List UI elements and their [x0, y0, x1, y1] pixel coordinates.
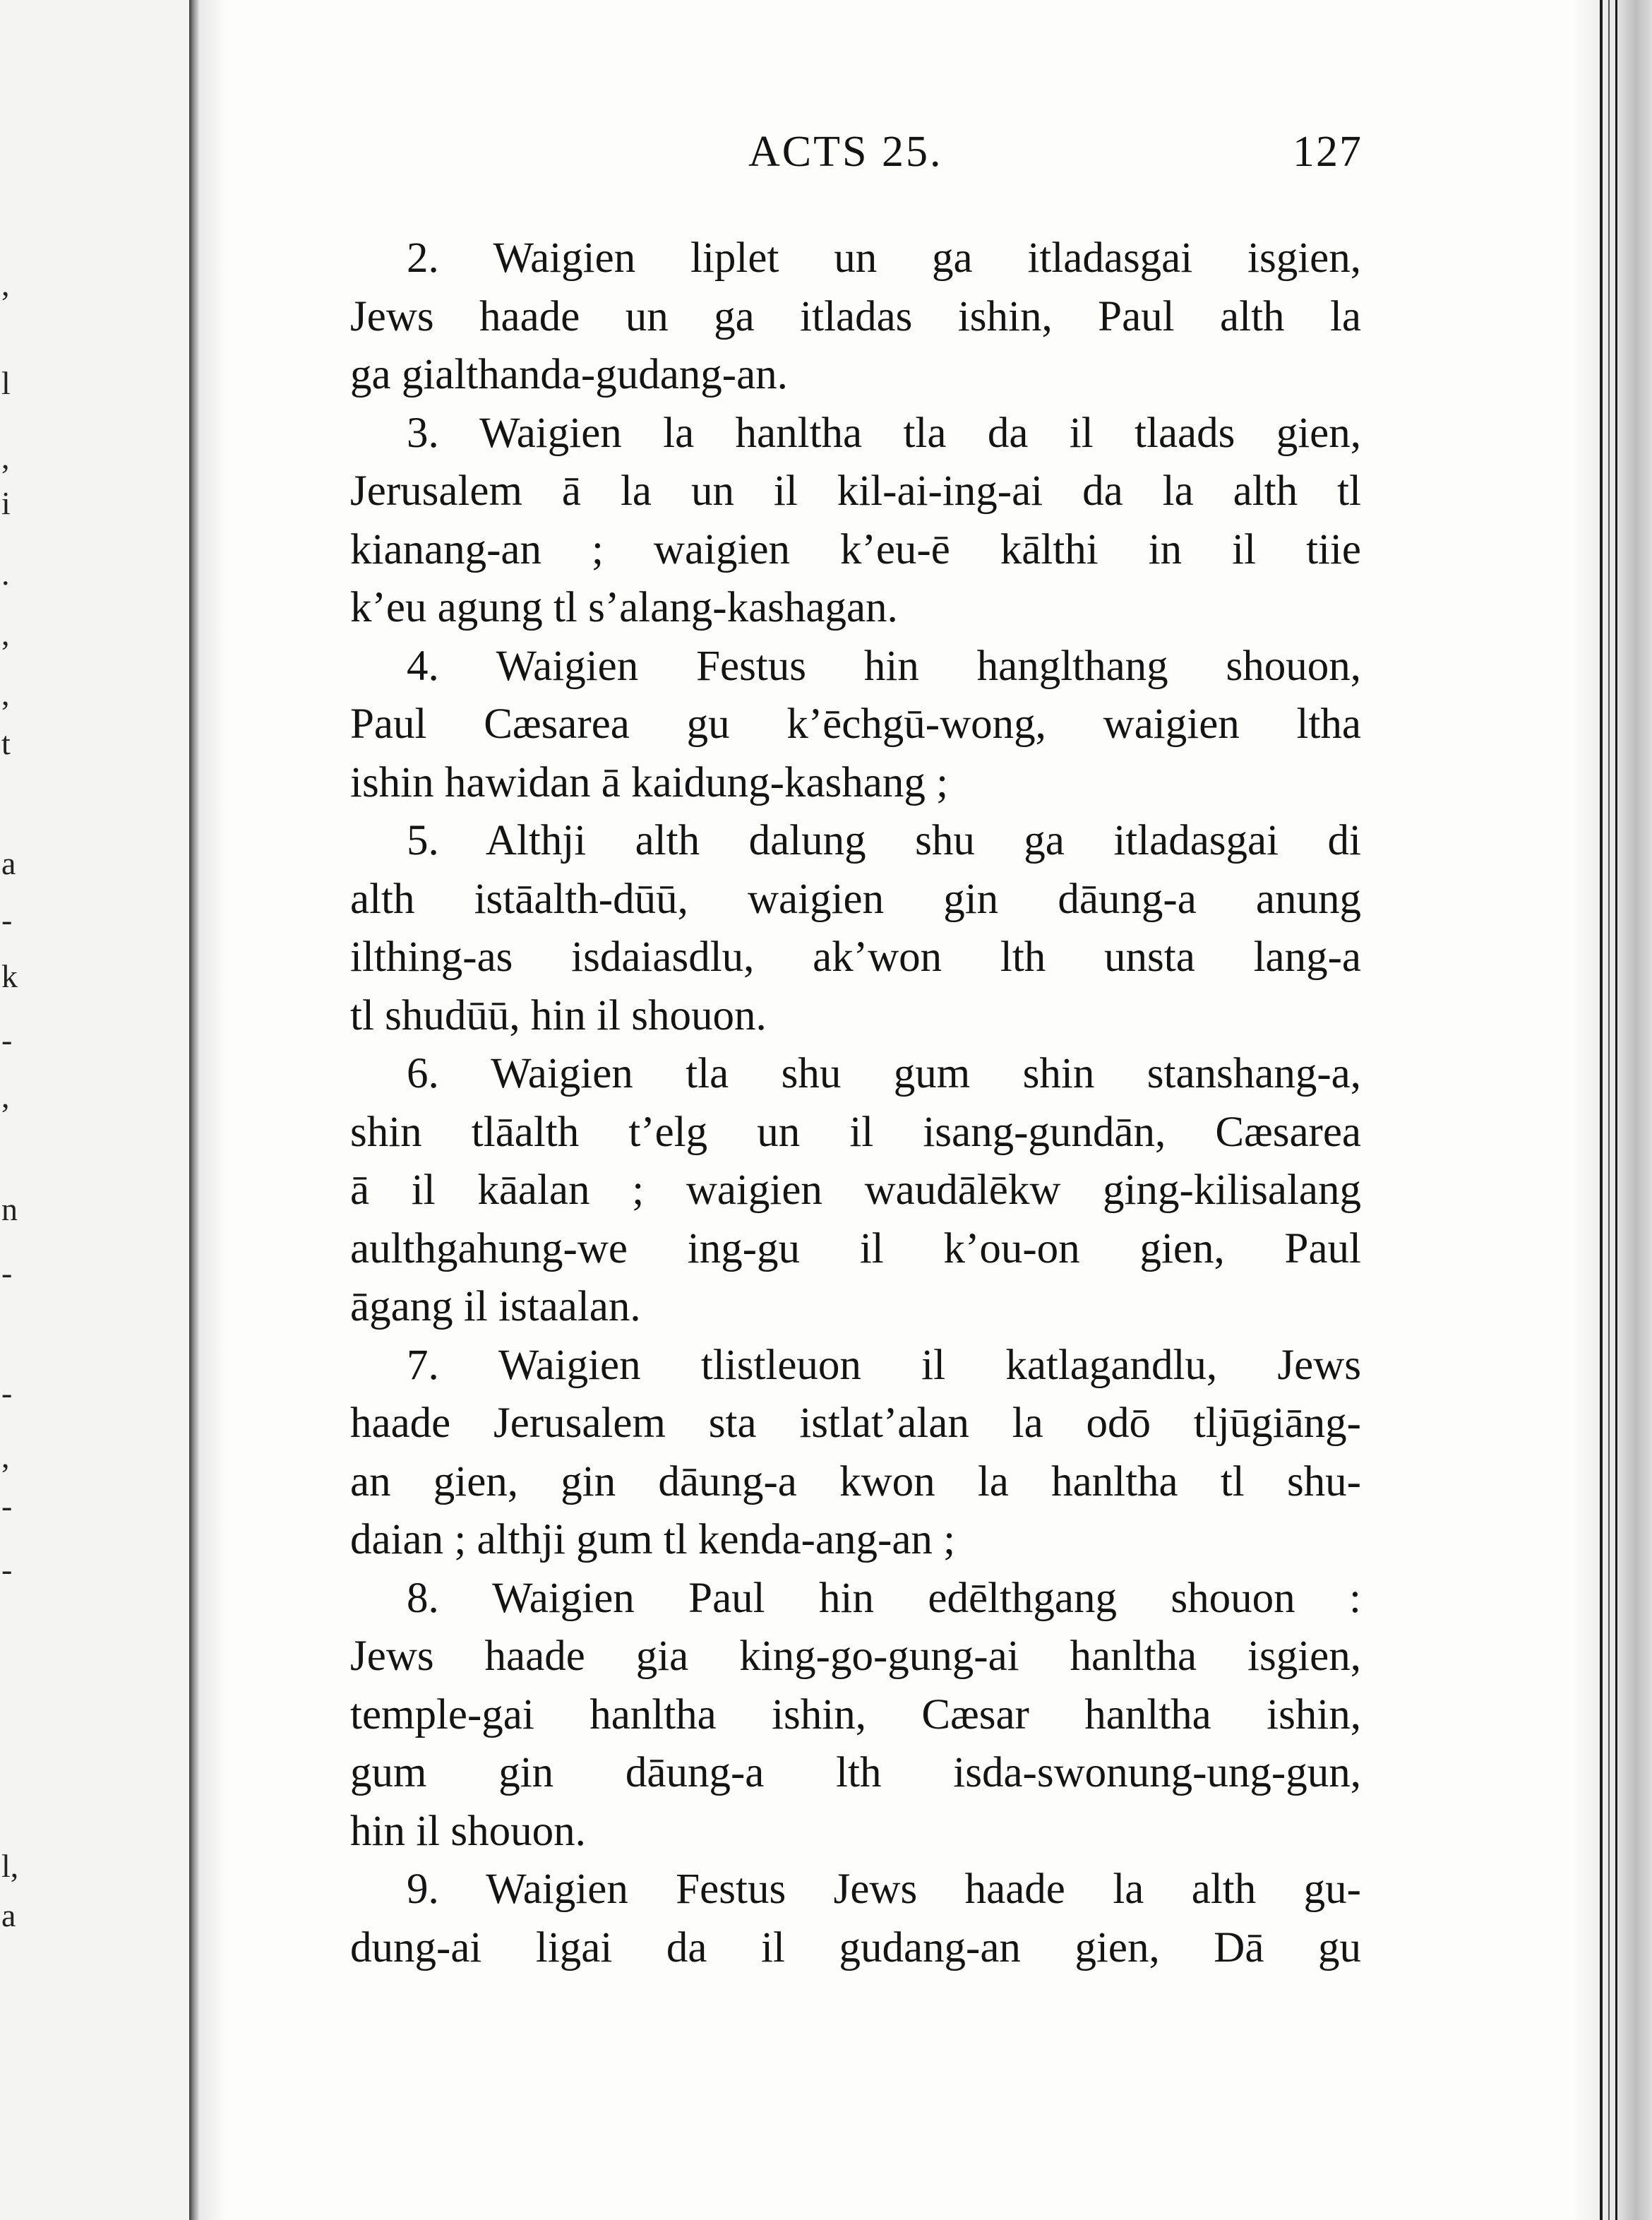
text-line: Jews haade gia king-go-gung-ai hanltha isgien, [350, 1633, 1361, 1680]
facing-page-char: l, [1, 1848, 19, 1884]
facing-page-edge [0, 0, 189, 2220]
running-head: ACTS 25. [748, 128, 943, 176]
text-line: Jews haade un ga itladas ishin, Paul alth la [350, 292, 1361, 340]
text-line: an gien, gin dāung-a kwon la hanltha tl shu- [350, 1457, 1361, 1505]
facing-page-char: t [1, 725, 11, 761]
page-edge-line [1615, 0, 1617, 2220]
text-line: hin il shouon. [350, 1807, 586, 1855]
text-line: ishin hawidan ā kaidung-kashang ; [350, 758, 949, 806]
text-line: 7. Waigien tlistleuon il katlagandlu, Jews [407, 1341, 1361, 1389]
facing-page-char: - [1, 1022, 13, 1058]
verse-text-block [350, 229, 1361, 1977]
text-line: 3. Waigien la hanltha tla da il tlaads gien, [407, 409, 1361, 457]
facing-page-char: i [1, 485, 11, 521]
facing-page-char: , [1, 1078, 10, 1114]
facing-page-char: , [1, 676, 10, 712]
facing-page-char: - [1, 1255, 13, 1291]
facing-page-char: n [1, 1191, 18, 1227]
book-gutter [189, 0, 199, 2220]
text-line: tl shudūū, hin il shouon. [350, 991, 767, 1039]
facing-page-char: , [1, 1438, 10, 1474]
text-line: 5. Althji alth dalung shu ga itladasgai di [407, 817, 1361, 864]
text-line: 4. Waigien Festus hin hanglthang shouon, [407, 642, 1361, 690]
text-line: k’eu agung tl s’alang-kashagan. [350, 584, 898, 631]
text-line: alth istāalth-dūū, waigien gin dāung-a anung [350, 875, 1361, 923]
page-number: 127 [1293, 128, 1363, 176]
page-header [353, 127, 1363, 191]
facing-page-char: , [1, 266, 10, 302]
text-line: gum gin dāung-a lth isda-swonung-ung-gun, [350, 1749, 1361, 1796]
text-line: dung-ai ligai da il gudang-an gien, Dā gu [350, 1923, 1361, 1971]
facing-page-char: . [1, 556, 10, 592]
text-line: ā il kāalan ; waigien waudālēkw ging-kilisalang [350, 1166, 1361, 1214]
facing-page-char: - [1, 1488, 13, 1524]
text-line: aulthgahung-we ing-gu il k’ou-on gien, Paul [350, 1224, 1361, 1272]
text-line: Paul Cæsarea gu k’ēchgū-wong, waigien ltha [350, 700, 1361, 748]
text-line: āgang il istaalan. [350, 1283, 641, 1330]
text-line: ga gialthanda-gudang-an. [350, 351, 788, 398]
facing-page-char: , [1, 616, 10, 652]
facing-page-char: - [1, 902, 13, 938]
text-line: daian ; althji gum tl kenda-ang-an ; [350, 1516, 956, 1563]
text-line: haade Jerusalem sta istlat’alan la odō tljūgiāng- [350, 1400, 1361, 1447]
facing-page-char: l [1, 365, 11, 401]
facing-page-char: , [1, 439, 10, 475]
page-edge-line [1608, 0, 1610, 2220]
text-line: 6. Waigien tla shu gum shin stanshang-a, [407, 1050, 1361, 1097]
text-line: 2. Waigien liplet un ga itladasgai isgien, [407, 234, 1361, 282]
page-edge-right [1572, 0, 1652, 2220]
facing-page-char: k [1, 958, 18, 994]
facing-page-char: - [1, 1551, 13, 1587]
text-line: shin tlāalth t’elg un il isang-gundān, Cæsarea [350, 1108, 1361, 1156]
facing-page-char: a [1, 845, 16, 881]
text-line: ilthing-as isdaiasdlu, ak’won lth unsta lang-a [350, 933, 1361, 981]
text-line: 9. Waigien Festus Jews haade la alth gu- [407, 1866, 1361, 1913]
text-line: Jerusalem ā la un il kil-ai-ing-ai da la alth tl [350, 467, 1361, 515]
facing-page-marks [0, 0, 28, 2220]
text-line: 8. Waigien Paul hin edēlthgang shouon : [407, 1574, 1361, 1622]
facing-page-char: - [1, 1375, 13, 1411]
text-line: kianang-an ; waigien k’eu-ē kālthi in il tiie [350, 525, 1361, 573]
facing-page-char: a [1, 1897, 16, 1933]
gutter-shadow [199, 0, 227, 2220]
page-edge-line [1600, 0, 1603, 2220]
text-line: temple-gai hanltha ishin, Cæsar hanltha ishin, [350, 1690, 1361, 1738]
